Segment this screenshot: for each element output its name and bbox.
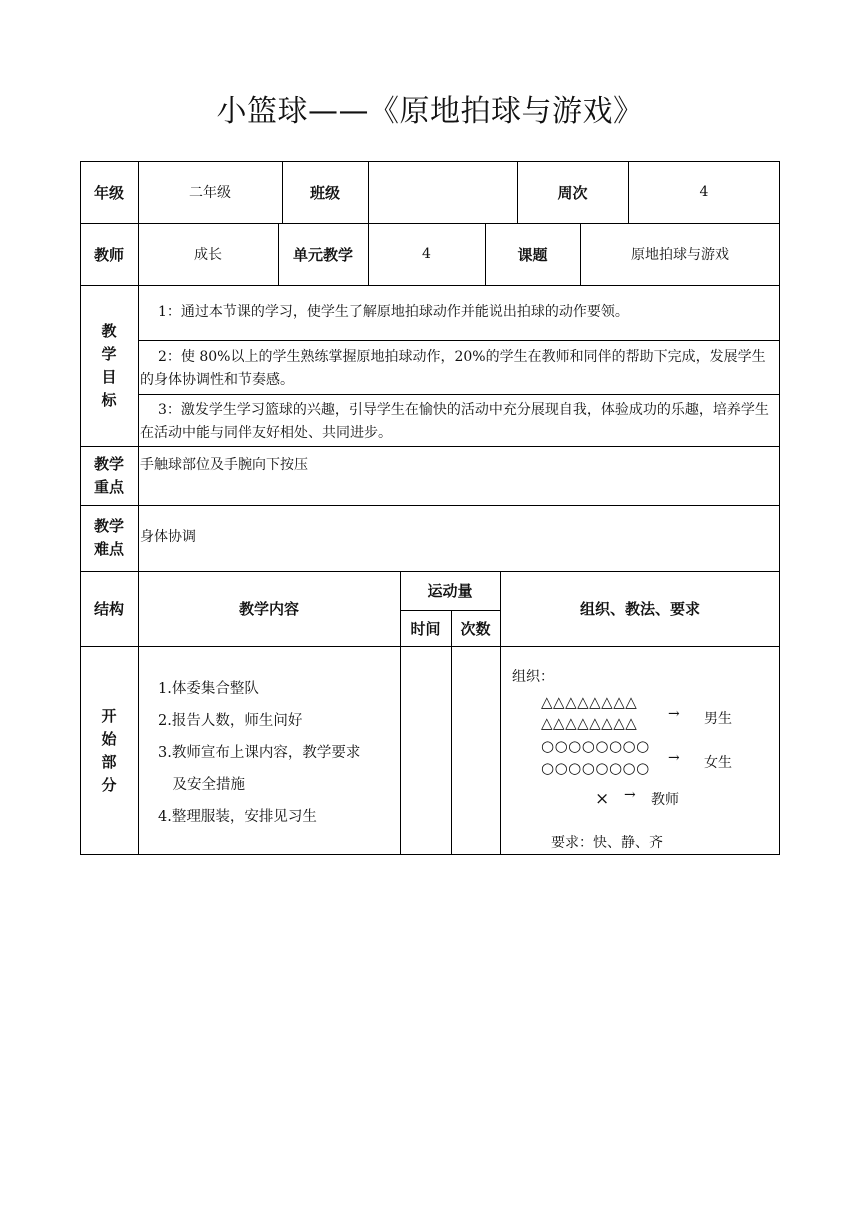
girls-row: ○○○○○○○○ (541, 737, 650, 755)
grade-value: 二年级 (189, 185, 231, 201)
teacher-label: 教师 (93, 245, 124, 264)
week-label: 周次 (557, 183, 588, 202)
class-value (368, 161, 517, 223)
arrow-icon: → (624, 787, 636, 803)
list-item: 1.体委集合整队 (158, 681, 259, 697)
divider (80, 646, 780, 647)
girls-label: 女生 (704, 755, 732, 771)
divider (451, 610, 452, 855)
teacher-label: 教师 (651, 792, 679, 808)
teacher-mark: × (595, 789, 610, 809)
grade-label: 年级 (93, 183, 124, 202)
divider (138, 340, 780, 341)
difficulty-label: 教学 难点 (93, 517, 124, 558)
topic-value: 原地拍球与游戏 (631, 247, 729, 263)
divider (80, 505, 780, 506)
arrow-icon: → (668, 706, 680, 722)
divider (138, 394, 780, 395)
unit-label: 单元教学 (292, 245, 353, 264)
time-header: 时间 (410, 619, 441, 638)
boys-row: △△△△△△△△ (541, 693, 638, 711)
key-point-label: 教学 重点 (93, 454, 124, 496)
list-item: 2.报告人数，师生问好 (158, 713, 303, 729)
topic-label: 课题 (517, 245, 548, 264)
list-item: 3.教师宣布上课内容，教学要求 (158, 745, 361, 761)
organization-header: 组织、教法、要求 (579, 600, 700, 618)
key-point-value: 手触球部位及手腕向下按压 (140, 457, 308, 473)
divider (80, 446, 780, 447)
unit-value: 4 (422, 246, 431, 262)
week-value: 4 (699, 184, 709, 200)
list-item: 及安全措施 (158, 777, 245, 793)
start-content-list (158, 673, 360, 833)
objectives-label: 教 学 目 标 (101, 321, 117, 409)
start-section-label: 开 始 部 分 (101, 706, 117, 794)
load-header: 运动量 (427, 582, 473, 600)
org-title: 组织： (512, 669, 554, 685)
divider (80, 285, 780, 286)
divider (138, 285, 139, 855)
girls-row: ○○○○○○○○ (541, 759, 650, 777)
structure-header: 结构 (93, 600, 124, 618)
requirement: 要求：快、静、齐 (551, 835, 663, 851)
count-header: 次数 (460, 619, 491, 638)
teacher-value: 成长 (194, 247, 222, 263)
class-label: 班级 (309, 183, 340, 202)
objective-item: 2：使 80%以上的学生熟练掌握原地拍球动作，20%的学生在教师和同伴的帮助下完成，发展学生的身体协调性和节奏感。 (140, 349, 766, 388)
list-item: 4.整理服装，安排见习生 (158, 809, 317, 825)
boys-label: 男生 (704, 711, 732, 727)
arrow-icon: → (668, 750, 680, 766)
difficulty-value: 身体协调 (140, 529, 196, 545)
objective-item: 1：通过本节课的学习，使学生了解原地拍球动作并能说出拍球的动作要领。 (158, 304, 629, 320)
content-header: 教学内容 (238, 600, 299, 618)
page-title: 小篮球——《原地拍球与游戏》 (216, 94, 644, 129)
boys-row: △△△△△△△△ (541, 714, 638, 732)
objective-item: 3：激发学生学习篮球的兴趣，引导学生在愉快的活动中充分展现自我，体验成功的乐趣，培养学生在活动中能与同伴友好相处、共同进步。 (140, 402, 769, 441)
